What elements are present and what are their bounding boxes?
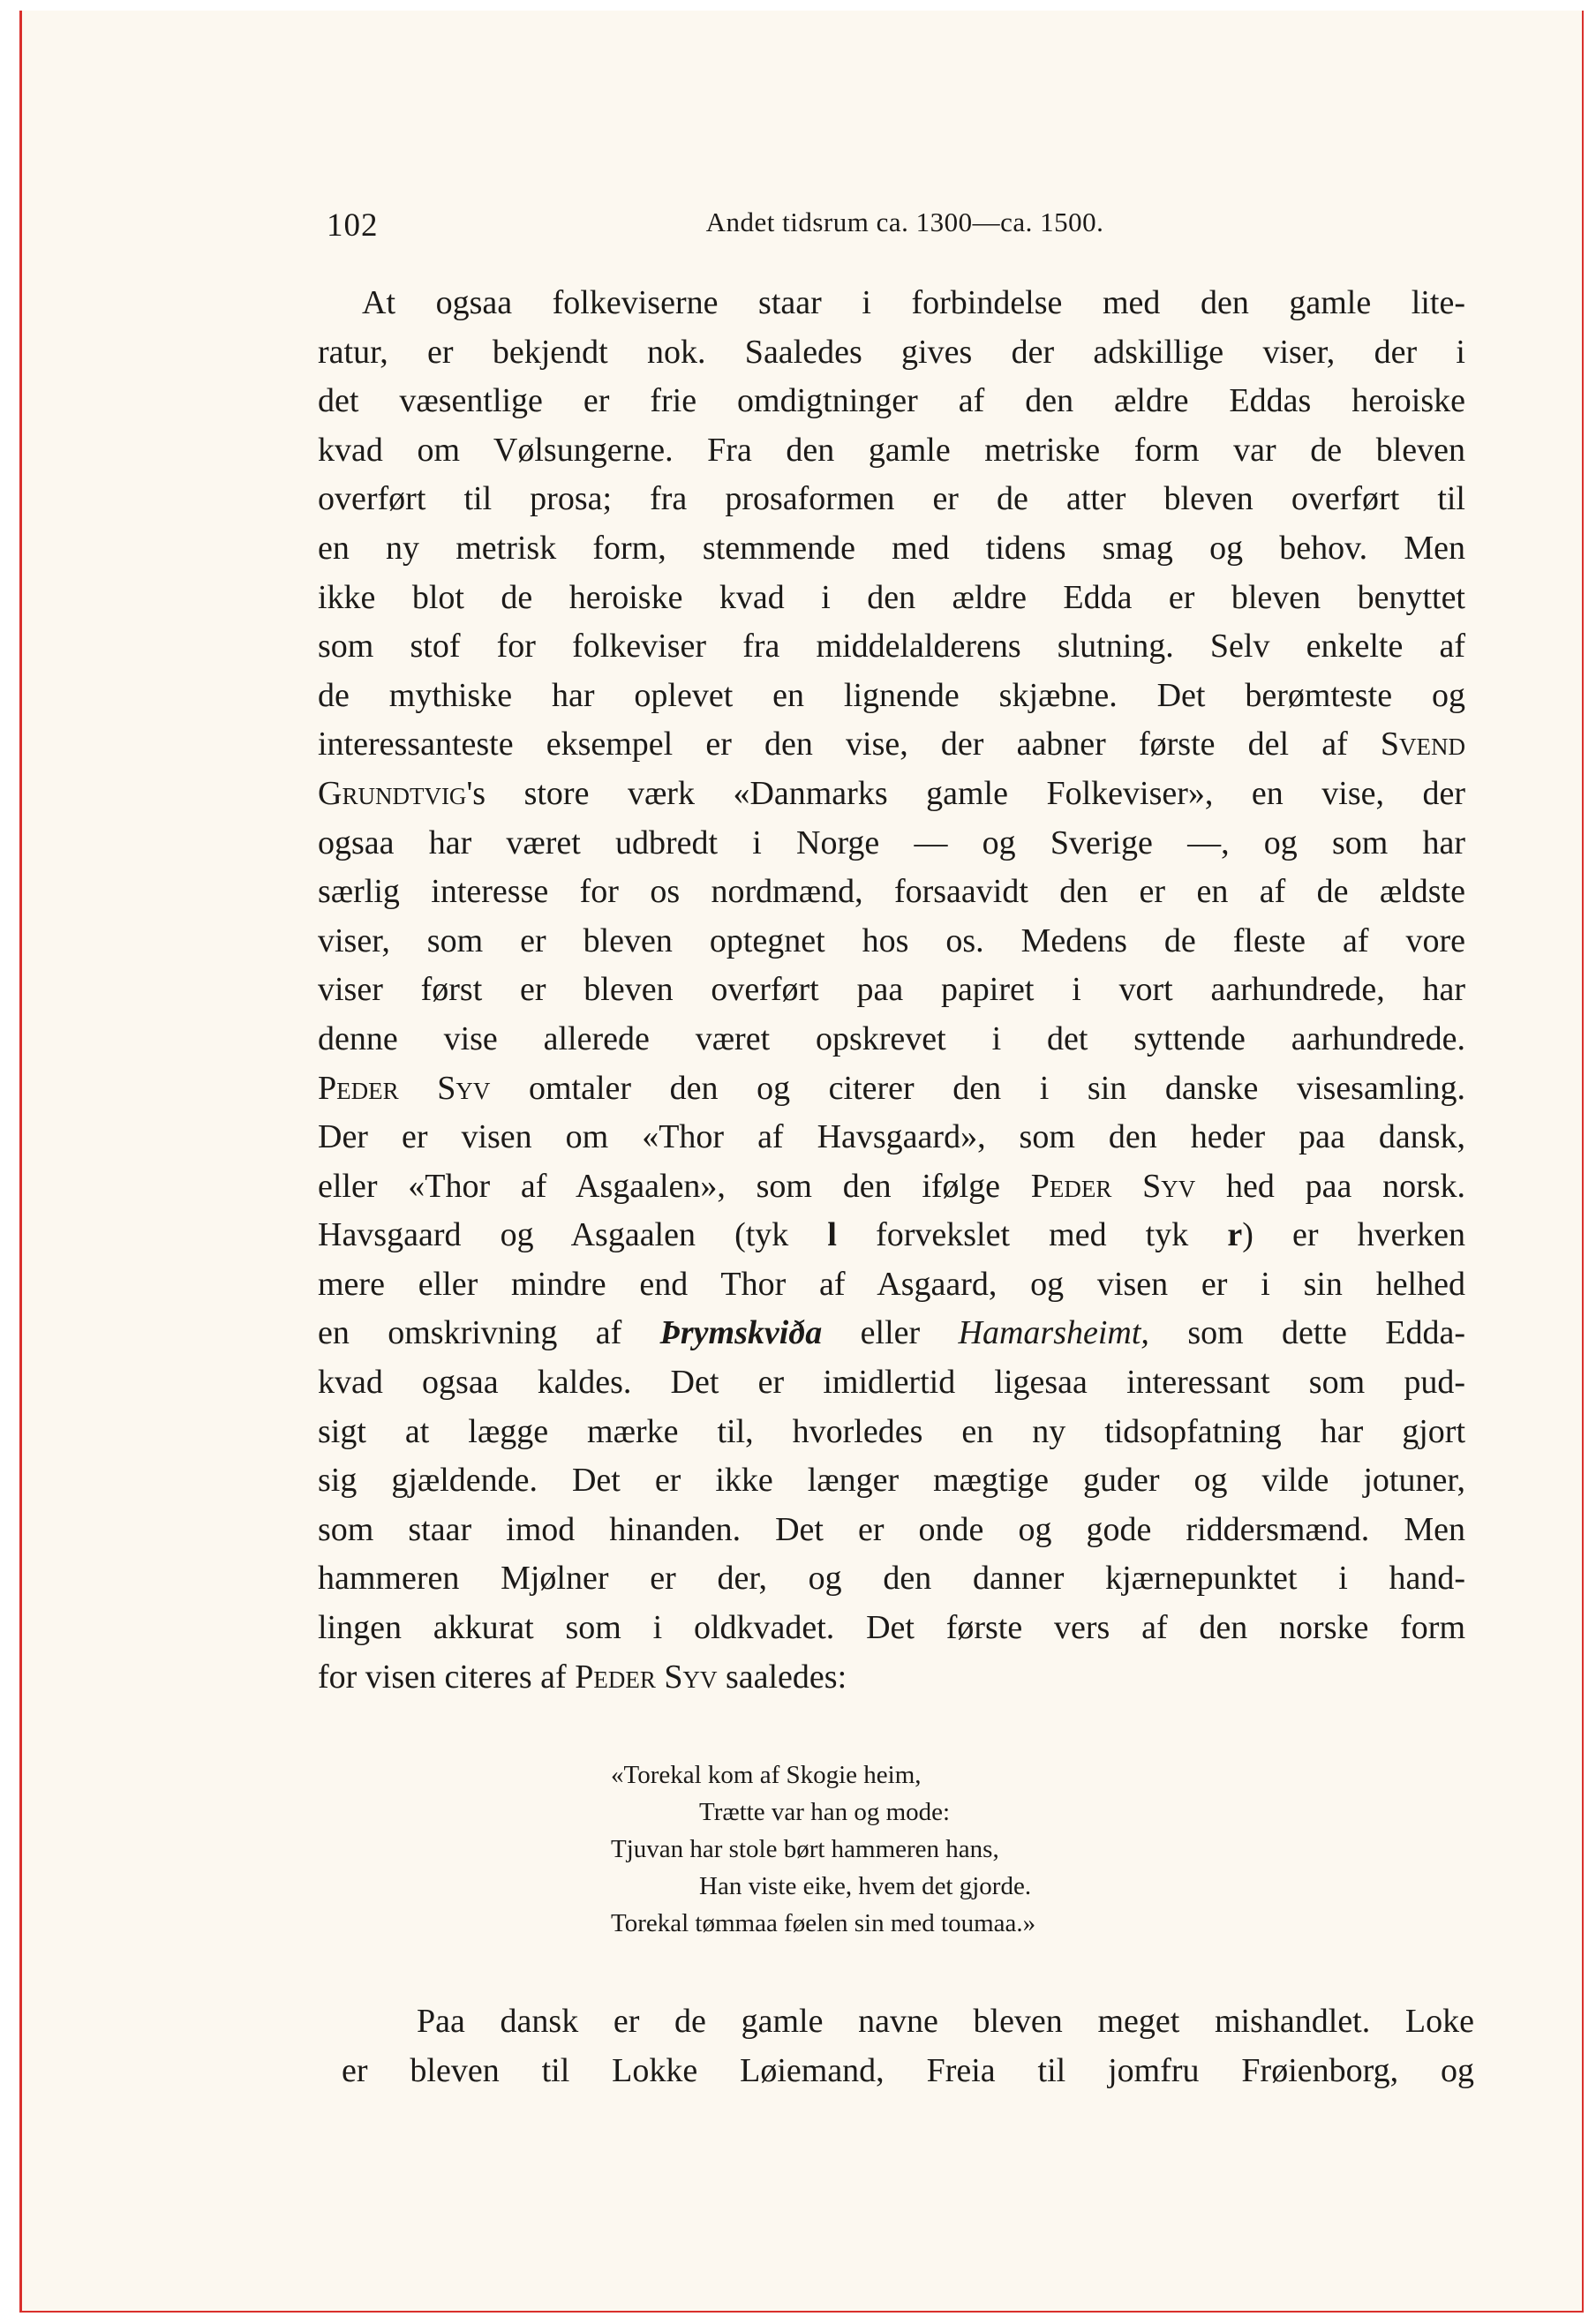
text-line: hammeren Mjølner er der, og den danner kjærnepunktet i hand- [318,1560,1465,1598]
author-name-peder-syv: Peder Syv [1030,1167,1196,1205]
text-line: en ny metrisk form, stemmende med tidens smag og behov. Men [318,529,1465,567]
text-line: lingen akkurat som i oldkvadet. Det første vers af den norske form [318,1609,1465,1647]
bold-letter-l: l [827,1216,837,1254]
text-line: er bleven til Lokke Løiemand, Freia til jomfru Frøienborg, og [342,2051,1474,2089]
text-fragment: ) er hverken [1242,1216,1465,1254]
text-line [318,1309,1465,1358]
text-line: som stof for folkeviser fra middelalderens slutning. Selv enkelte af [318,628,1465,666]
text-fragment: forvekslet med tyk [876,1216,1189,1254]
text-line: mere eller mindre end Thor af Asgaard, og visen er i sin helhed [318,1265,1465,1303]
text-line: viser, som er bleven optegnet hos os. Medens de fleste af vore [318,921,1465,959]
text-fragment: 's store værk «Danmarks gamle Folkeviser», en vise, der [466,774,1465,812]
text-line: Paa dansk er de gamle navne bleven meget mishandlet. Loke [417,2003,1474,2040]
author-name-grundtvig: Grundtvig [318,774,467,812]
text-line: som staar imod hinanden. Det er onde og gode riddersmænd. Men [318,1510,1465,1548]
text-fragment: Havsgaard og Asgaalen (tyk [318,1216,789,1254]
closing-paragraph [342,1997,1474,2095]
running-title: Andet tidsrum ca. 1300—ca. 1500. [705,207,1104,237]
text-line: kvad om Vølsungerne. Fra den gamle metriske form var de bleven [318,431,1465,469]
author-name-peder-syv: Peder Syv [575,1658,718,1696]
text-fragment: for visen citeres af [318,1658,567,1696]
verse-line: Trætte var han og mode: [699,1798,951,1826]
verse-quotation [611,1756,1229,1942]
text-fragment: hed paa norsk. [1225,1167,1466,1205]
verse-line: Tjuvan har stole børt hammeren hans, [611,1835,999,1863]
text-line: denne vise allerede været opskrevet i det syttende aarhundrede. [318,1019,1465,1057]
text-fragment: omtaler den og citerer den i sin danske visesamling. [528,1069,1466,1107]
text-line: At ogsaa folkeviserne staar i forbindelse med den gamle lite- [362,284,1465,321]
text-line [318,720,1465,770]
verse-line: «Torekal kom af Skogie heim, [611,1761,922,1789]
author-name-peder-syv: Peder Syv [318,1069,491,1107]
text-line: særlig interesse for os nordmænd, forsaavidt den er en af de ældste [318,873,1465,911]
text-fragment: en omskrivning af [318,1314,622,1352]
book-page [19,11,1584,2313]
text-line [318,1653,1465,1703]
main-paragraph [318,279,1465,1702]
text-line [318,1162,1465,1212]
bold-letter-r: r [1227,1216,1243,1254]
text-line: overført til prosa; fra prosaformen er de atter bleven overført til [318,480,1465,518]
text-line: ogsaa har været udbredt i Norge — og Sverige —, og som har [318,824,1465,861]
text-line: kvad ogsaa kaldes. Det er imidlertid ligesaa interessant som pud- [318,1364,1465,1402]
text-line: det væsentlige er frie omdigtninger af den ældre Eddas heroiske [318,382,1465,420]
text-line: de mythiske har oplevet en lignende skjæbne. Det berømteste og [318,676,1465,714]
text-line: Der er visen om «Thor af Havsgaard», som den heder paa dansk, [318,1118,1465,1156]
author-name-svend: Svend [1380,726,1466,763]
text-line [318,1211,1465,1260]
text-line: sig gjældende. Det er ikke længer mægtige guder og vilde jotuner, [318,1462,1465,1500]
running-head [327,207,1483,251]
text-fragment: eller [860,1314,921,1352]
title-hamarsheimt: Hamarsheimt, [958,1314,1149,1352]
text-fragment: som dette Edda- [1187,1314,1465,1352]
verse-line: Han viste eike, hvem det gjorde. [699,1872,1032,1900]
page-number: 102 [327,207,379,244]
text-fragment: eller «Thor af Asgaalen», som den ifølge [318,1167,1000,1205]
text-fragment: saaledes: [725,1658,847,1696]
text-line: viser først er bleven overført paa papiret i vort aarhundrede, har [318,971,1465,1009]
text-line [318,770,1465,819]
verse-line: Torekal tømmaa føelen sin med toumaa.» [611,1909,1036,1937]
text-line: ratur, er bekjendt nok. Saaledes gives der adskillige viser, der i [318,333,1465,371]
text-line: ikke blot de heroiske kvad i den ældre Edda er bleven benyttet [318,578,1465,616]
text-fragment: interessanteste eksempel er den vise, der aabner første del af [318,726,1348,763]
text-line: sigt at lægge mærke til, hvorledes en ny tidsopfatning har gjort [318,1412,1465,1450]
title-thrymskvida: Þrymskviða [659,1314,823,1352]
text-line [318,1064,1465,1114]
